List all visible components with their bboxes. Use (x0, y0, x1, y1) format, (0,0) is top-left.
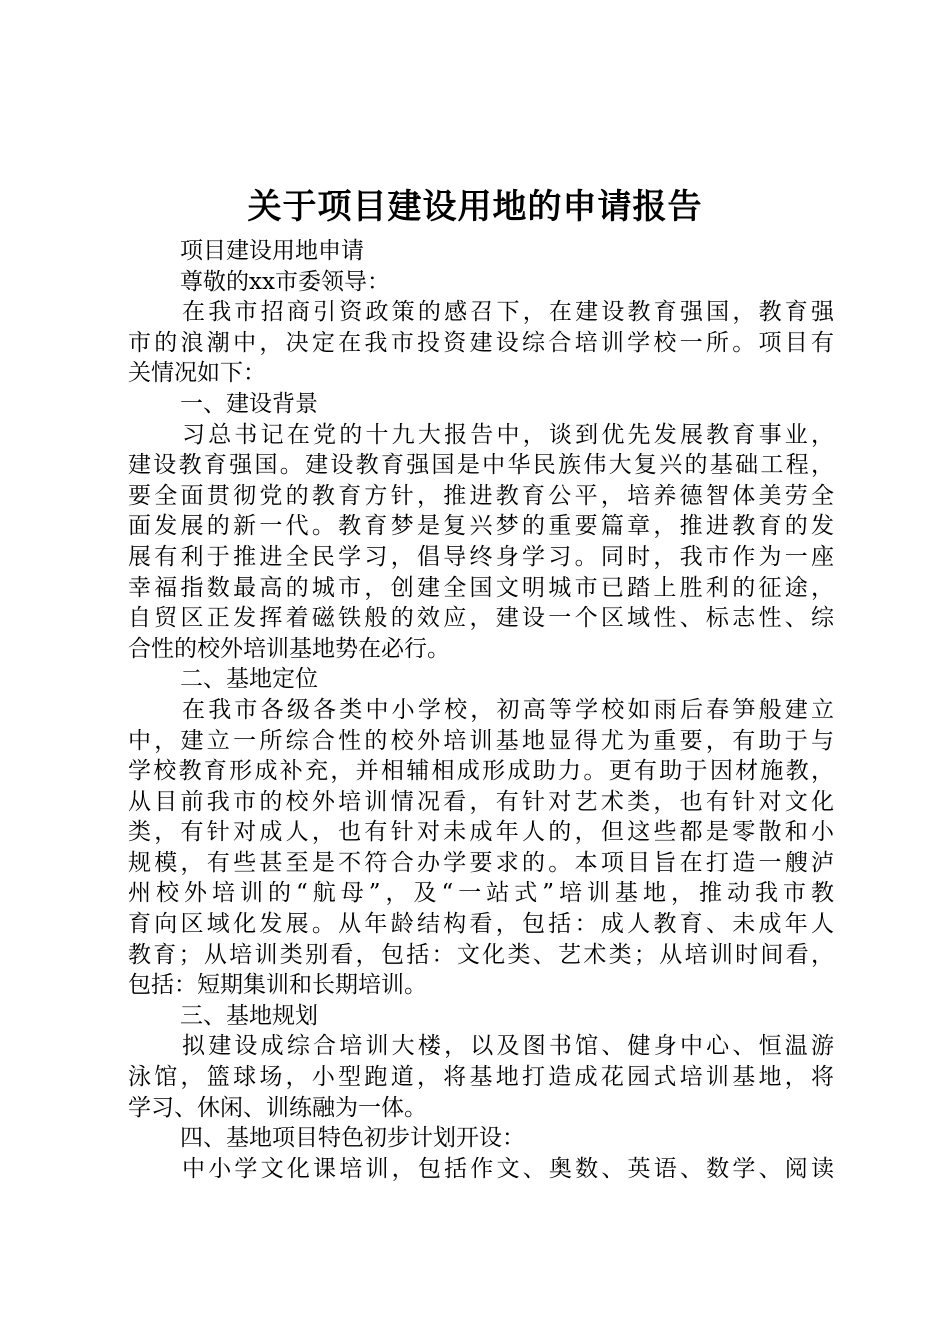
paragraph-line: 类，有针对成人，也有针对未成年人的，但这些都是零散和小 (128, 819, 834, 846)
paragraph-line: 州校外培训的“航母”，及“一站式”培训基地，推动我市教 (128, 880, 834, 907)
paragraph-line: 要全面贯彻党的教育方针，推进教育公平，培养德智体美劳全 (128, 482, 834, 509)
section-heading: 二、基地定位 (180, 666, 318, 693)
paragraph-line: 在我市招商引资政策的感召下，在建设教育强国，教育强 (182, 299, 834, 326)
paragraph-line: 面发展的新一代。教育梦是复兴梦的重要篇章，推进教育的发 (128, 513, 834, 540)
subject-line: 项目建设用地申请 (180, 238, 364, 264)
paragraph-line: 拟建设成综合培训大楼，以及图书馆、健身中心、恒温游 (182, 1033, 834, 1060)
paragraph-line: 关情况如下： (128, 360, 266, 387)
paragraph-line: 泳馆，篮球场，小型跑道，将基地打造成花园式培训基地，将 (128, 1064, 834, 1091)
paragraph-line: 中小学文化课培训，包括作文、奥数、英语、数学、阅读 (182, 1155, 834, 1182)
paragraph-line: 从目前我市的校外培训情况看，有针对艺术类，也有针对文化 (128, 788, 834, 815)
paragraph-line: 育向区域化发展。从年龄结构看，包括：成人教育、未成年人 (128, 911, 834, 938)
section-heading: 四、基地项目特色初步计划开设： (180, 1125, 525, 1152)
section-heading: 一、建设背景 (180, 390, 318, 417)
paragraph-line: 学校教育形成补充，并相辅相成形成助力。更有助于因材施教， (128, 758, 834, 785)
paragraph-line: 建设教育强国。建设教育强国是中华民族伟大复兴的基础工程， (128, 452, 834, 479)
paragraph-line: 自贸区正发挥着磁铁般的效应，建设一个区域性、标志性、综 (128, 605, 834, 632)
paragraph-line: 包括：短期集训和长期培训。 (128, 972, 427, 999)
paragraph-line: 教育；从培训类别看，包括：文化类、艺术类；从培训时间看， (128, 941, 834, 968)
paragraph-line: 市的浪潮中，决定在我市投资建设综合培训学校一所。项目有 (128, 329, 834, 356)
section-heading: 三、基地规划 (180, 1002, 318, 1029)
paragraph-line: 展有利于推进全民学习，倡导终身学习。同时，我市作为一座 (128, 543, 834, 570)
paragraph-line: 中，建立一所综合性的校外培训基地显得尤为重要，有助于与 (128, 727, 834, 754)
paragraph-line: 在我市各级各类中小学校，初高等学校如雨后春笋般建立 (182, 696, 834, 723)
document-title: 关于项目建设用地的申请报告 (247, 187, 703, 227)
paragraph-line: 幸福指数最高的城市，创建全国文明城市已踏上胜利的征途， (128, 574, 834, 601)
salutation-line: 尊敬的xx市委领导： (180, 268, 390, 295)
paragraph-line: 规模，有些甚至是不符合办学要求的。本项目旨在打造一艘泸 (128, 849, 834, 876)
paragraph-line: 习总书记在党的十九大报告中，谈到优先发展教育事业， (182, 421, 834, 448)
paragraph-line: 合性的校外培训基地势在必行。 (128, 635, 450, 662)
document-body (128, 236, 834, 1184)
paragraph-line: 学习、休闲、训练融为一体。 (128, 1094, 427, 1121)
